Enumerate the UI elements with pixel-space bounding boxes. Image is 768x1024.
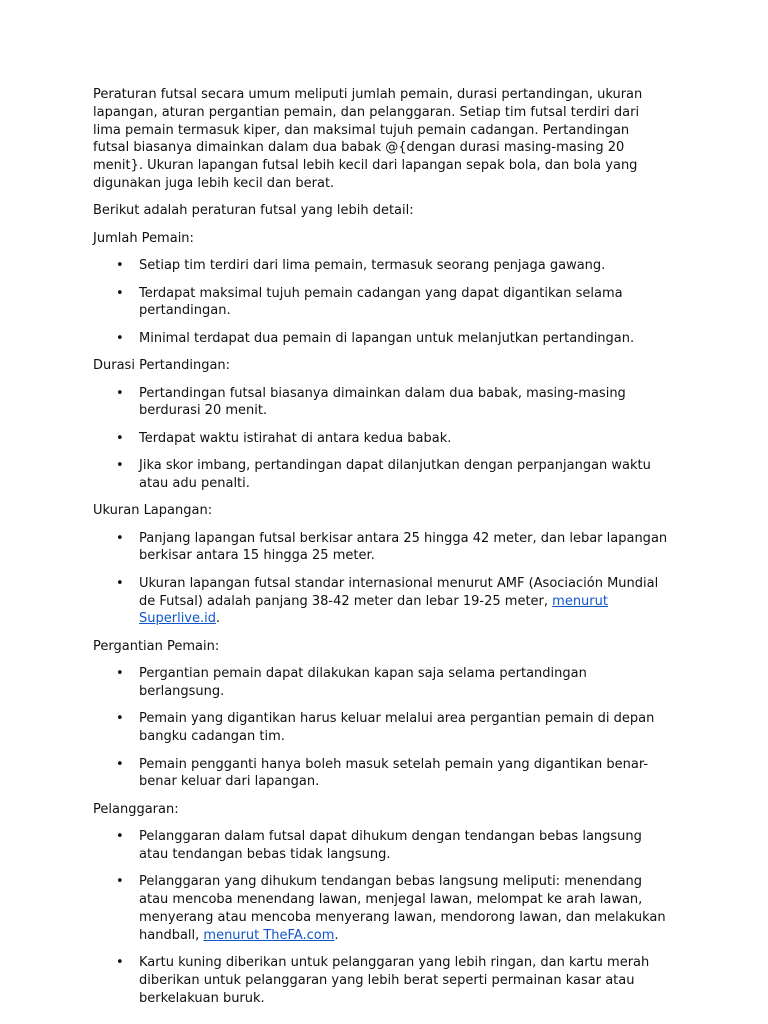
section-list-pelanggaran	[93, 828, 672, 1007]
list-item: • Jika skor imbang, pertandingan dapat dilanjutkan dengan perpanjangan waktu atau adu penalti.	[139, 457, 673, 493]
list-item: • Pelanggaran dalam futsal dapat dihukum dengan tendangan bebas langsung atau tendangan bebas tidak langsung.	[139, 828, 673, 864]
superlive-source-link[interactable]: menurut Superlive.id	[139, 593, 608, 627]
lead-paragraph: Berikut adalah peraturan futsal yang lebih detail:	[93, 203, 414, 219]
list-item: • Pertandingan futsal biasanya dimainkan dalam dua babak, masing-masing berdurasi 20 menit.	[139, 385, 673, 421]
list-item: • Terdapat waktu istirahat di antara kedua babak.	[139, 430, 673, 448]
section-list-jumlah-pemain	[93, 257, 672, 347]
list-item-text: Ukuran lapangan futsal standar internasional menurut AMF (Asociación Mundial de Futsal) adalah panjang 38-42 meter dan lebar 19-25 meter,	[139, 575, 659, 609]
thefa-source-link[interactable]: menurut TheFA.com	[203, 927, 335, 943]
section-heading-durasi-pertandingan: Durasi Pertandingan:	[93, 358, 231, 374]
list-item-end: .	[216, 611, 221, 627]
list-item	[139, 873, 673, 944]
section-heading-ukuran-lapangan: Ukuran Lapangan:	[93, 503, 213, 519]
section-heading-pelanggaran: Pelanggaran:	[93, 801, 179, 817]
list-item: • Pemain yang digantikan harus keluar melalui area pergantian pemain di depan bangku cadangan tim.	[139, 710, 673, 746]
intro-paragraph: Peraturan futsal secara umum meliputi jumlah pemain, durasi pertandingan, ukuran lapangan, aturan pergantian pemain, dan pelanggaran. Setiap tim futsal terdiri dari lima pemain termasuk kiper, dan maksimal tujuh pemain cadangan. Pertandingan futsal biasanya dimainkan dalam dua babak @{dengan durasi masing-masing 20 menit}. Ukuran lapangan futsal lebih kecil dari lapangan sepak bola, dan bola yang digunakan juga lebih kecil dan berat.	[93, 87, 643, 191]
list-item: • Panjang lapangan futsal berkisar antara 25 hingga 42 meter, dan lebar lapangan berkisar antara 15 hingga 25 meter.	[139, 530, 673, 566]
list-item: • Pemain pengganti hanya boleh masuk setelah pemain yang digantikan benar-benar keluar dari lapangan.	[139, 756, 673, 792]
list-item	[139, 575, 673, 628]
list-item: • Setiap tim terdiri dari lima pemain, termasuk seorang penjaga gawang.	[139, 257, 673, 275]
list-item-end: .	[334, 927, 339, 943]
section-list-durasi-pertandingan	[93, 385, 672, 493]
list-item: • Pergantian pemain dapat dilakukan kapan saja selama pertandingan berlangsung.	[139, 665, 673, 701]
list-item: • Minimal terdapat dua pemain di lapangan untuk melanjutkan pertandingan.	[139, 330, 673, 348]
list-item: • Kartu kuning diberikan untuk pelanggaran yang lebih ringan, dan kartu merah diberikan untuk pelanggaran yang lebih berat seperti permainan kasar atau berkelakuan buruk.	[139, 954, 673, 1007]
section-list-ukuran-lapangan	[93, 530, 672, 629]
section-heading-pergantian-pemain: Pergantian Pemain:	[93, 638, 220, 654]
list-item-text: Pelanggaran yang dihukum tendangan bebas langsung meliputi: menendang atau mencoba menendang lawan, menjegal lawan, melompat ke arah lawan, menyerang atau mencoba menyerang lawan, mendorong lawan, dan melakukan handball,	[139, 874, 666, 943]
list-item: • Terdapat maksimal tujuh pemain cadangan yang dapat digantikan selama pertandingan.	[139, 285, 673, 321]
section-list-pergantian-pemain	[93, 665, 672, 791]
section-heading-jumlah-pemain: Jumlah Pemain:	[93, 230, 194, 246]
